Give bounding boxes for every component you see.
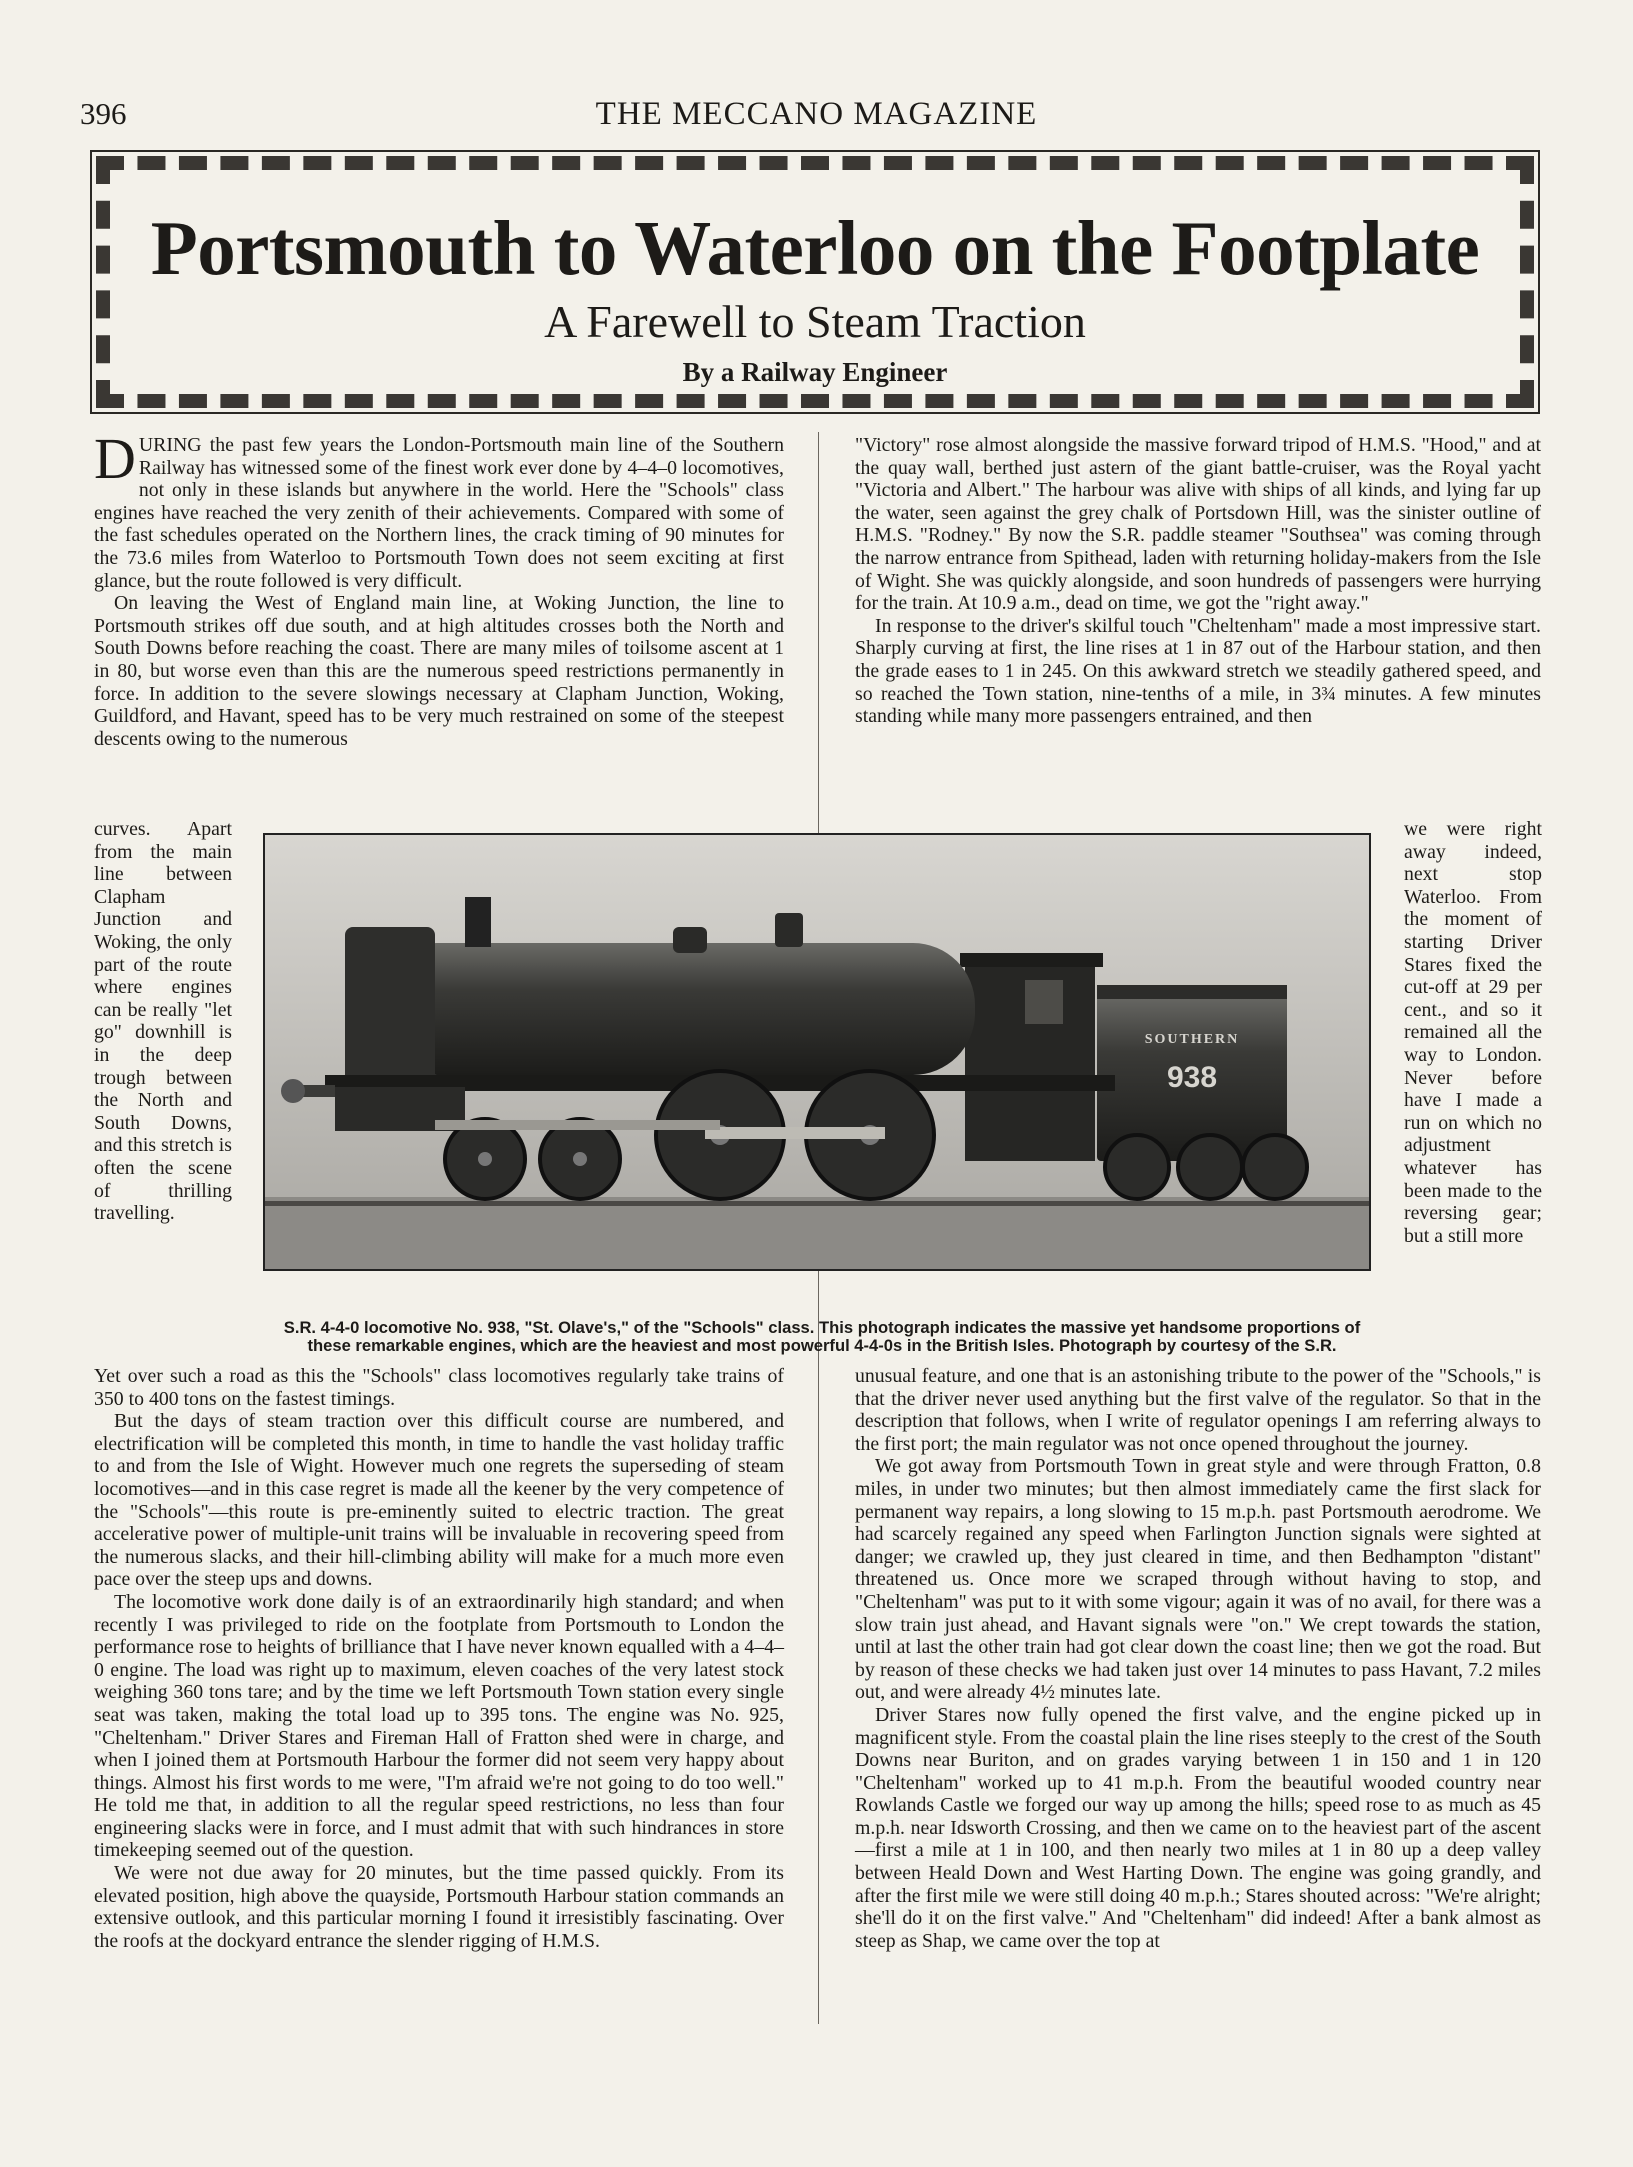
magazine-title: THE MECCANO MAGAZINE: [595, 96, 1038, 132]
left-column-top: [94, 426, 784, 750]
paragraph: unusual feature, and one that is an astonishing tribute to the power of the "Schools," is that the driver never used anything but the first valve of the regulator. So that in the description that follows, when I write of regulator openings I am referring always to the first port; the main regulator was not once opened throughout the journey.: [855, 1365, 1541, 1455]
title-frame: [90, 150, 1540, 414]
paragraph: On leaving the West of England main line, at Woking Junction, the line to Portsmouth strikes off due south, and at high altitudes crosses both the North and South Downs before reaching the coast. There are many miles of toilsome ascent at 1 in 80, but worse even than this are the numerous speed restrictions permanently in force. In addition to the severe slowings necessary at Clapham Junction, Woking, Guildford, and Havant, speed has to be very much restrained on some of the steepest descents owing to the numerous: [94, 592, 784, 750]
locomotive-photo: [263, 833, 1371, 1271]
paragraph: But the days of steam traction over this difficult course are numbered, and electrification will be completed this month, in time to handle the vast holiday traffic to and from the Isle of Wight. However much one regrets the superseding of steam locomotives—and in this case regret is made all the keener by the very competence of the "Schools"—this route is pre-eminently suited to electric traction. The great accelerative power of multiple-unit trains will be invaluable in recovering speed from the numerous slacks, and their hill-climbing ability will make for a much more even pace over the steep ups and downs.: [94, 1410, 784, 1591]
drop-cap: D: [94, 426, 136, 491]
right-narrow-text: we were right away indeed, next stop Waterloo. From the moment of starting Driver Stares fixed the cut-off at 29 per cent., and so it remained all the way to London. Never before have I made a run on which no adjustment whatever has been made to the reversing gear; but a still more: [1404, 818, 1542, 1247]
left-column-bottom: [94, 1365, 784, 1952]
tender-number: 938: [1166, 1061, 1218, 1094]
paragraph: The locomotive work done daily is of an extraordinarily high standard; and when recently I was privileged to ride on the footplate from Portsmouth to London the performance rose to heights of brilliance that I have never known equalled with a 4–4–0 engine. The load was right up to maximum, eleven coaches of the very latest stock weighing 360 tons tare; and by the time we left Portsmouth Town station every single seat was taken, making the total load up to 395 tons. The engine was No. 925, "Cheltenham." Driver Stares and Fireman Hall of Fratton shed were in charge, and when I joined them at Portsmouth Harbour the former did not seem very happy about things. Almost his first words to me were, "I'm afraid we're not going to do too well." He told me that, in addition to all the regular speed restrictions, no less than four engineering slacks were in force, and I must admit that with such hindrances in store timekeeping seemed out of the question.: [94, 1590, 784, 1862]
paragraph: We were not due away for 20 minutes, but the time passed quickly. From its elevated position, high above the quayside, Portsmouth Harbour station commands an extensive outlook, and this particular morning I found it irresistibly fascinating. Over the roofs at the dockyard entrance the slender rigging of H.M.S.: [94, 1862, 784, 1952]
paragraph: "Victory" rose almost alongside the massive forward tripod of H.M.S. "Hood," and at the quay wall, berthed just astern of the giant battle-cruiser, was the Royal yacht "Victoria and Albert." The harbour was alive with ships of all kinds, and lying far up the water, seen against the grey chalk of Portsdown Hill, was the sinister outline of H.M.S. "Rodney." By now the S.R. paddle steamer "Southsea" was coming through the narrow entrance from Spithead, laden with returning holiday-makers from the Isle of Wight. She was quickly alongside, and soon hundreds of passengers were hurrying for the train. At 10.9 a.m., dead on time, we got the "right away.": [855, 434, 1541, 615]
left-narrow-text: curves. Apart from the main line between Clapham Junction and Woking, the only part of the route where engines can be really "let go" downhill is in the deep trough between the North and South Downs, and this stretch is often the scene of thrilling travelling.: [94, 818, 232, 1225]
paragraph: In response to the driver's skilful touch "Cheltenham" made a most impressive start. Sharply curving at first, the line rises at 1 in 87 out of the Harbour station, and then the grade eases to 1 in 245. On this awkward stretch we steadily gathered speed, and so reached the Town station, nine-tenths of a mile, in 3¾ minutes. A few minutes standing while many more passengers entrained, and then: [855, 614, 1541, 728]
right-column-top: [855, 434, 1541, 728]
locomotive-illustration: [265, 835, 1369, 1269]
photo-caption: [278, 1319, 1366, 1355]
right-column-bottom: [855, 1365, 1541, 1952]
paragraph: DURING the past few years the London-Portsmouth main line of the Southern Railway has witnessed some of the finest work ever done by 4–4–0 locomotives, not only in these islands but anywhere in the world. Here the "Schools" class engines have reached the very zenith of their achievements. Compared with some of the fast schedules operated on the Northern lines, the crack timing of 90 minutes for the 73.6 miles from Waterloo to Portsmouth Town does not seem exciting at first glance, but the route followed is very difficult.: [94, 426, 784, 592]
paragraph: Driver Stares now fully opened the first valve, and the engine picked up in magnificent style. From the coastal plain the line rises steeply to the crest of the South Downs near Buriton, and on grades varying between 1 in 150 and 1 in 120 "Cheltenham" worked up to 41 m.p.h. From the beautiful wooded country near Rowlands Castle we forged our way up among the hills; speed rose to as much as 45 m.p.h. near Idsworth Crossing, and then we came on to the heaviest part of the ascent—first a mile at 1 in 100, and then nearly two miles at 1 in 80 up a deep valley between Heald Down and West Harting Down. The engine was going grandly, and after the first mile we were still doing 40 m.p.h.; Stares shouted across: "We're alright; she'll do it on the first valve." And "Cheltenham" did indeed! After a bank almost as steep as Shap, we came over the top at: [855, 1703, 1541, 1952]
paragraph: Yet over such a road as this the "Schools" class locomotives regularly take trains of 350 to 400 tons on the fastest timings.: [94, 1365, 784, 1410]
page-number: 396: [80, 96, 127, 131]
paragraph: We got away from Portsmouth Town in great style and were through Fratton, 0.8 miles, in under two minutes; but then almost immediately came the first slack for permanent way repairs, a long slowing to 15 m.p.h. past Portsmouth aerodrome. We had scarcely regained any speed when Farlington Junction signals were sighted at danger; we crawled up, they just cleared in time, and then Bedhampton "distant" threatened us. Once more we scraped through without having to stop, and "Cheltenham" was put to it with some vigour; again it was of no avail, for there was a slow train just ahead, and Havant signals were "on." We crept towards the station, until at last the other train had got clear down the coast line; then we got the road. But by reason of these checks we had taken just over 14 minutes to pass Havant, 7.2 miles out, and were already 4½ minutes late.: [855, 1455, 1541, 1704]
article-byline: By a Railway Engineer: [682, 357, 948, 387]
caption-line-2: these remarkable engines, which are the heaviest and most powerful 4-4-0s in the British Isles. Photograph by courtesy of the S.R.: [307, 1336, 1337, 1356]
article-subtitle: A Farewell to Steam Traction: [544, 296, 1086, 347]
article-title: Portsmouth to Waterloo on the Footplate: [150, 205, 1480, 291]
tender-lettering: SOUTHERN: [1144, 1032, 1240, 1047]
caption-line-1: S.R. 4-4-0 locomotive No. 938, "St. Olave's," of the "Schools" class. This photograph indicates the massive yet handsome proportions of: [283, 1318, 1361, 1337]
